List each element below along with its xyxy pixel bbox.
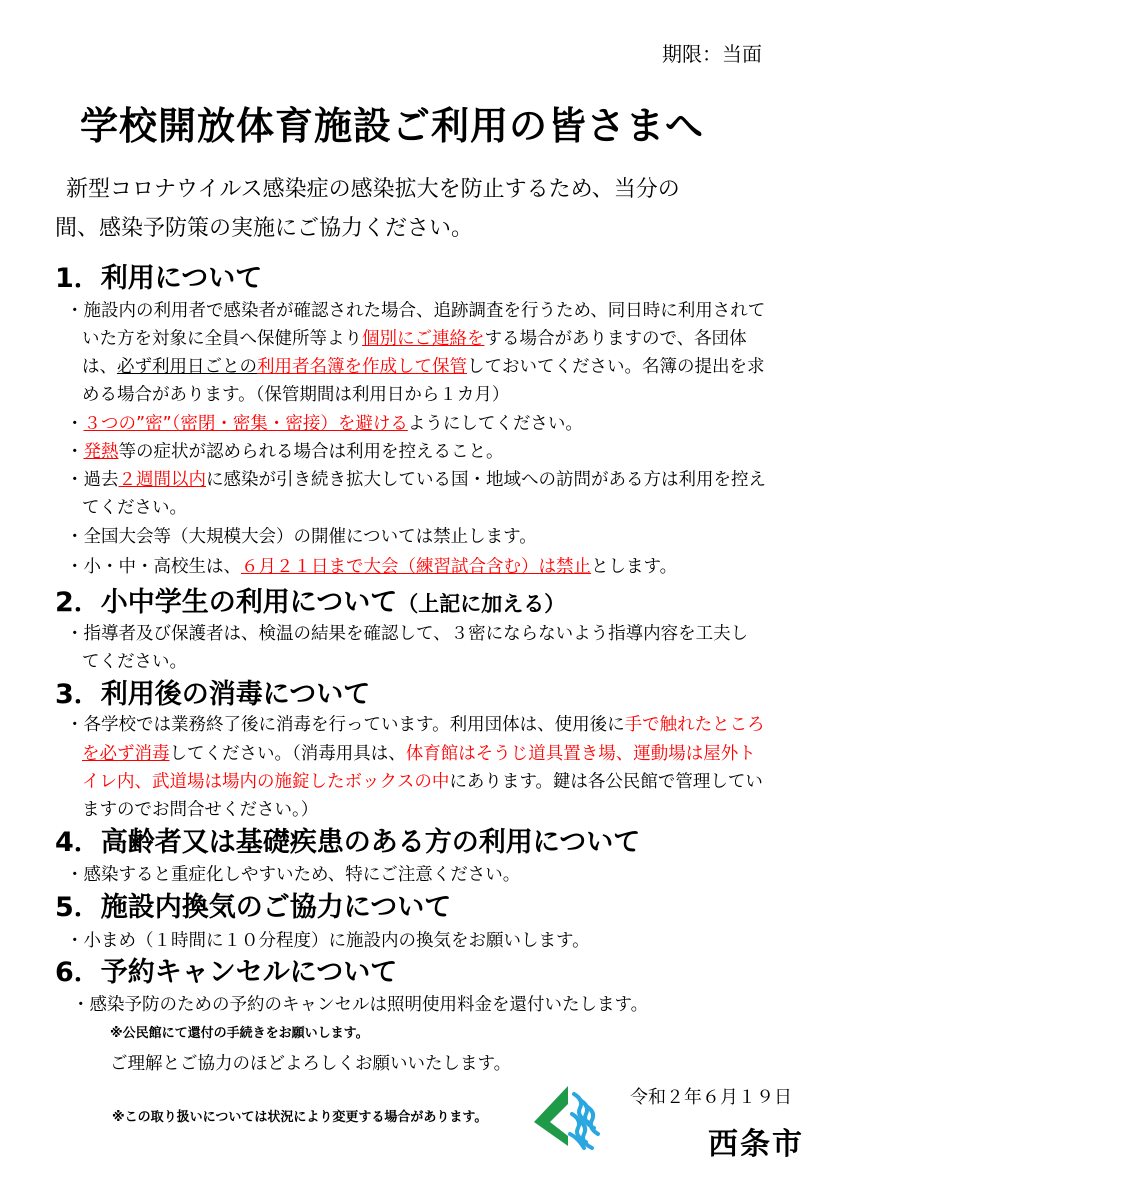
- closing-message: ご理解とご協力のほどよろしくお願いいたします。: [110, 1054, 512, 1074]
- s1-bullet-4-line-1: ・過去２週間以内に感染が引き続き拡大している国・地域への訪問がある方は利用を控え: [66, 470, 766, 490]
- s1-bullet-6: ・小・中・高校生は、６月２１日まで大会（練習試合含む）は禁止とします。: [66, 557, 678, 577]
- section-5-heading: 5．施設内換気のご協力について: [55, 892, 452, 923]
- emphasis-text: ２週間以内: [118, 470, 206, 490]
- page-title: 学校開放体育施設ご利用の皆さまへ: [80, 104, 705, 148]
- s3-line-2: を必ず消毒してください。（消毒用具は、体育館はそうじ道具置き場、運動場は屋外ト: [82, 744, 756, 764]
- section-2-heading: 2．小中学生の利用について（上記に加える）: [55, 587, 566, 618]
- logo-green-shape: [534, 1086, 568, 1146]
- s1-bullet-5: ・全国大会等（大規模大会）の開催については禁止します。: [66, 527, 537, 547]
- expiry-label: 期限：当面: [662, 42, 762, 66]
- emphasis-text: 体育館はそうじ道具置き場、運動場は屋外ト: [405, 744, 756, 764]
- city-name: 西条市: [708, 1127, 804, 1162]
- city-logo-icon: [532, 1084, 604, 1156]
- s1-bullet-3: ・発熱等の症状が認められる場合は利用を控えること。: [66, 442, 504, 462]
- s3-line-3: イレ内、武道場は場内の施錠したボックスの中にあります。鍵は各公民館で管理してい: [82, 772, 763, 792]
- underlined-text: 必ず利用日ごとの: [117, 357, 257, 377]
- intro-line-1: 新型コロナウイルス感染症の感染拡大を防止するため、当分の: [66, 177, 680, 202]
- emphasis-text: ３つの”密”（密閉・密集・密接）を避ける: [83, 414, 408, 434]
- s3-line-1: ・各学校では業務終了後に消毒を行っています。利用団体は、使用後に手で触れたところ: [66, 715, 765, 735]
- refund-note: ※公民館にて還付の手続きをお願いします。: [110, 1026, 369, 1041]
- emphasis-text: 個別にご連絡を: [362, 329, 485, 349]
- footer-note: ※この取り扱いについては状況により変更する場合があります。: [112, 1110, 488, 1125]
- emphasis-text: ６月２１日まで大会（練習試合含む）は禁止: [241, 557, 591, 577]
- emphasis-text: 発熱: [83, 442, 119, 462]
- intro-line-2: 間、感染予防策の実施にご協力ください。: [55, 216, 474, 241]
- s1-bullet-1-line-2: いた方を対象に全員へ保健所等より個別にご連絡をする場合がありますので、各団体: [82, 329, 747, 349]
- logo-blue-waves: [570, 1094, 598, 1148]
- s4-line-1: ・感染すると重症化しやすいため、特にご注意ください。: [66, 865, 521, 885]
- s5-line-1: ・小まめ（１時間に１０分程度）に施設内の換気をお願いします。: [66, 931, 590, 951]
- s1-bullet-1-line-4: める場合があります。（保管期間は利用日から１カ月）: [82, 385, 510, 405]
- s1-bullet-4-line-2: てください。: [82, 498, 187, 518]
- section-6-heading: 6．予約キャンセルについて: [55, 957, 398, 988]
- section-1-heading: 1．利用について: [55, 263, 263, 294]
- section-4-heading: 4．高齢者又は基礎疾患のある方の利用について: [55, 827, 641, 858]
- section-3-heading: 3．利用後の消毒について: [55, 679, 371, 710]
- emphasis-text: 利用者名簿を作成して保管: [257, 357, 467, 377]
- s2-line-2: てください。: [82, 652, 187, 672]
- s3-line-4: ますのでお問合せください。）: [82, 800, 319, 820]
- emphasis-text: イレ内、武道場は場内の施錠したボックスの中: [82, 772, 450, 792]
- s1-bullet-1-line-1: ・施設内の利用者で感染者が確認された場合、追跡調査を行うため、同日時に利用されて: [66, 301, 766, 321]
- s2-line-1: ・指導者及び保護者は、検温の結果を確認して、３密にならないよう指導内容を工夫し: [66, 624, 749, 644]
- s1-bullet-2: ・３つの”密”（密閉・密集・密接）を避けるようにしてください。: [66, 414, 583, 434]
- emphasis-text: 手で触れたところ: [624, 715, 765, 735]
- emphasis-text: を必ず消毒: [82, 744, 170, 764]
- issue-date: 令和２年６月１９日: [630, 1087, 792, 1108]
- s1-bullet-1-line-3: は、必ず利用日ごとの利用者名簿を作成して保管しておいてください。名簿の提出を求: [82, 357, 765, 377]
- s6-line-1: ・感染予防のための予約のキャンセルは照明使用料金を還付いたします。: [72, 995, 649, 1015]
